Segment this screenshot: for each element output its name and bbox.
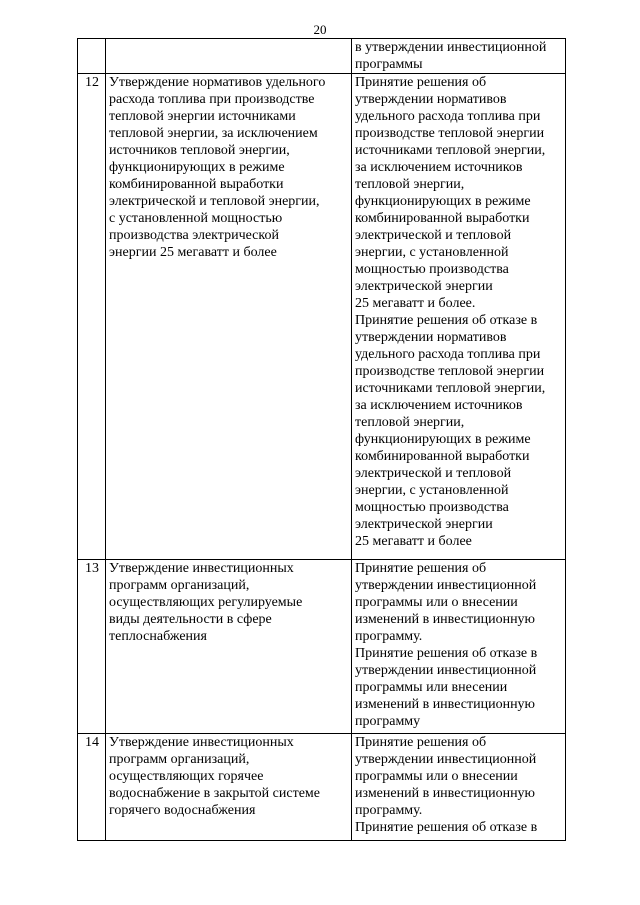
- result-cell: Принятие решения об утверждении нормативов удельного расхода топлива при производстве тепловой энергии источниками тепловой энергии, за исключением источников тепловой энергии, функционирующих в режиме комбинированной выработки электрической и тепловой энергии, с установленной мощностью производства электрической энергии 25 мегаватт и более. Принятие решения об отказе в утверждении нормативов удельного расхода топлива при производстве тепловой энергии источниками тепловой энергии, за исключением источников тепловой энергии, функционирующих в режиме комбинированной выработки электрической и тепловой энергии, с установленной мощностью производства электрической энергии 25 мегаватт и более: [352, 74, 566, 560]
- services-table: [77, 38, 566, 841]
- service-cell: Утверждение нормативов удельного расхода топлива при производстве тепловой энергии источниками тепловой энергии, за исключением источников тепловой энергии, функционирующих в режиме комбинированной выработки электрической и тепловой энергии, с установленной мощностью производства электрической энергии 25 мегаватт и более: [106, 74, 352, 560]
- result-cell: Принятие решения об утверждении инвестиционной программы или о внесении изменений в инвестиционную программу. Принятие решения об отказе в утверждении инвестиционной программы или внесении изменений в инвестиционную программу: [352, 560, 566, 734]
- row-number-cell: 13: [78, 560, 106, 734]
- result-cell: в утверждении инвестиционной программы: [352, 39, 566, 74]
- table-row: [78, 734, 566, 841]
- table-row: [78, 39, 566, 74]
- row-number-cell: 12: [78, 74, 106, 560]
- table-row: [78, 74, 566, 560]
- page-number: 20: [313, 22, 327, 37]
- row-number-cell: [78, 39, 106, 74]
- service-cell: Утверждение инвестиционных программ организаций, осуществляющих регулируемые виды деятельности в сфере теплоснабжения: [106, 560, 352, 734]
- row-number-cell: 14: [78, 734, 106, 841]
- result-cell: Принятие решения об утверждении инвестиционной программы или о внесении изменений в инвестиционную программу. Принятие решения об отказе в: [352, 734, 566, 841]
- service-cell: [106, 39, 352, 74]
- table-row: [78, 560, 566, 734]
- service-cell: Утверждение инвестиционных программ организаций, осуществляющих горячее водоснабжение в закрытой системе горячего водоснабжения: [106, 734, 352, 841]
